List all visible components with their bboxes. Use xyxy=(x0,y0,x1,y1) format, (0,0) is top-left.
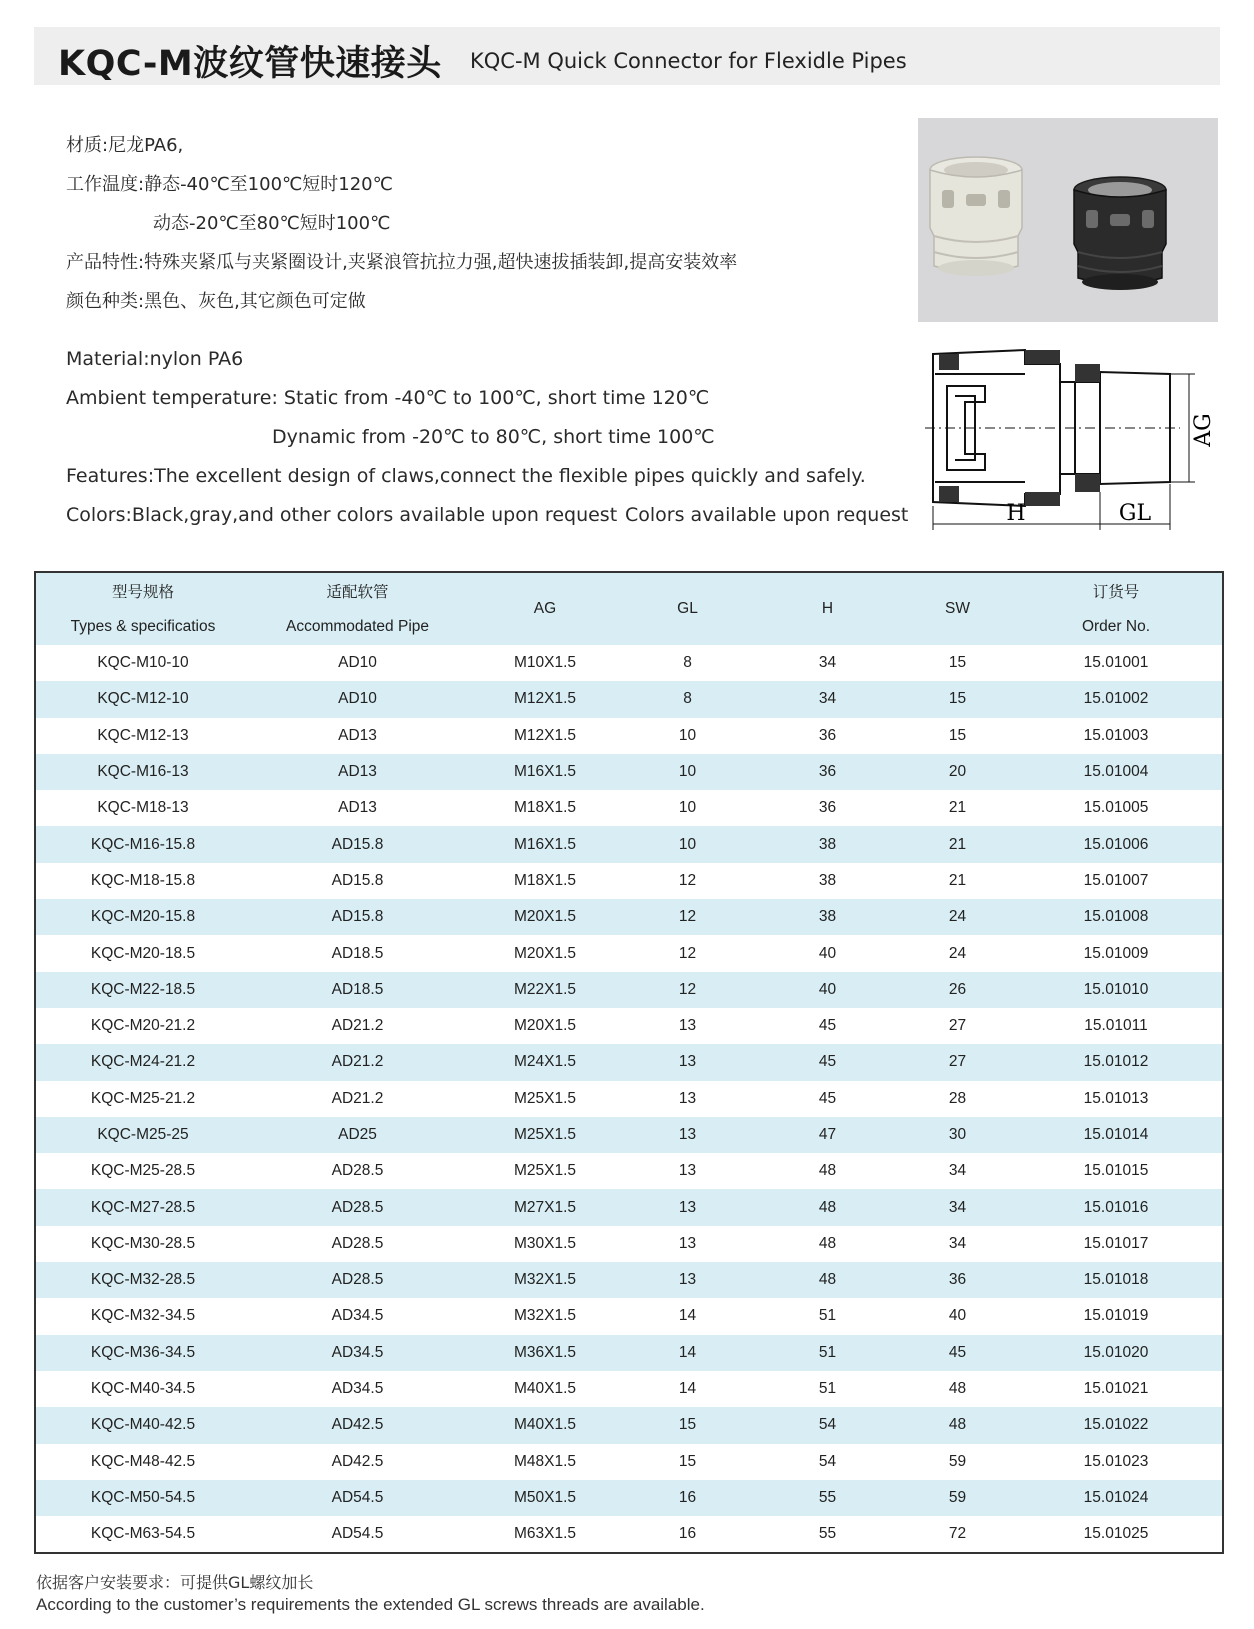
cell-type: KQC-M27-28.5 xyxy=(90,1198,196,1216)
header-order-cn: 订货号 xyxy=(1092,584,1140,601)
cell-h: 36 xyxy=(818,799,837,817)
cell-gl: 14 xyxy=(678,1380,697,1398)
cell-gl: 13 xyxy=(678,1017,697,1035)
cell-pipe: AD34.5 xyxy=(331,1343,384,1361)
table-row xyxy=(35,1371,1223,1407)
cell-sw: 15 xyxy=(948,690,967,708)
cell-type: KQC-M22-18.5 xyxy=(90,980,196,998)
table-row xyxy=(35,1262,1223,1298)
table-row xyxy=(35,645,1223,681)
cell-h: 34 xyxy=(818,654,837,672)
spec-cn-temperature: 工作温度:静态-40℃至100℃短时120℃ xyxy=(66,174,393,195)
cell-pipe: AD13 xyxy=(338,763,377,781)
table-row xyxy=(35,718,1223,754)
cell-ag: M50X1.5 xyxy=(513,1488,577,1506)
cell-type: KQC-M10-10 xyxy=(97,654,189,672)
spec-en-colors: Colors:Black,gray,and other colors available upon request xyxy=(66,504,618,526)
cell-pipe: AD28.5 xyxy=(331,1271,384,1289)
cell-order-no: 15.01025 xyxy=(1083,1525,1149,1543)
cell-pipe: AD42.5 xyxy=(331,1416,384,1434)
cell-type: KQC-M12-10 xyxy=(97,690,189,708)
cell-order-no: 15.01005 xyxy=(1083,799,1149,817)
cell-ag: M36X1.5 xyxy=(513,1343,577,1361)
cell-gl: 12 xyxy=(678,944,697,962)
table-row xyxy=(35,863,1223,899)
cell-type: KQC-M48-42.5 xyxy=(90,1452,196,1470)
header-type-cn: 型号规格 xyxy=(111,584,174,601)
cell-sw: 21 xyxy=(948,799,967,817)
cell-pipe: AD13 xyxy=(338,726,377,744)
cell-gl: 14 xyxy=(678,1307,697,1325)
cell-h: 36 xyxy=(818,763,837,781)
cell-pipe: AD18.5 xyxy=(331,980,384,998)
cell-order-no: 15.01016 xyxy=(1083,1198,1149,1216)
header-pipe-cn: 适配软管 xyxy=(326,584,389,601)
cell-type: KQC-M20-18.5 xyxy=(90,944,196,962)
cell-ag: M20X1.5 xyxy=(513,908,577,926)
cell-ag: M63X1.5 xyxy=(513,1525,577,1543)
cell-sw: 40 xyxy=(948,1307,967,1325)
cell-sw: 36 xyxy=(948,1271,967,1289)
header-ag: AG xyxy=(533,600,557,617)
cell-ag: M18X1.5 xyxy=(513,871,577,889)
cell-type: KQC-M63-54.5 xyxy=(90,1525,196,1543)
cell-type: KQC-M36-34.5 xyxy=(90,1343,196,1361)
cell-gl: 13 xyxy=(678,1162,697,1180)
cell-type: KQC-M24-21.2 xyxy=(90,1053,196,1071)
cell-order-no: 15.01003 xyxy=(1083,726,1149,744)
cell-h: 54 xyxy=(818,1452,837,1470)
cell-pipe: AD42.5 xyxy=(331,1452,384,1470)
cell-order-no: 15.01002 xyxy=(1083,690,1149,708)
footer-note-en: According to the customer’s requirements the extended GL screws threads are available. xyxy=(36,1595,705,1614)
cell-type: KQC-M16-15.8 xyxy=(90,835,196,853)
cell-sw: 21 xyxy=(948,871,967,889)
cell-pipe: AD28.5 xyxy=(331,1198,384,1216)
table-row xyxy=(35,1226,1223,1262)
cell-ag: M16X1.5 xyxy=(513,763,577,781)
cell-type: KQC-M50-54.5 xyxy=(90,1488,196,1506)
table-row xyxy=(35,1189,1223,1225)
cell-sw: 26 xyxy=(948,980,967,998)
cell-gl: 12 xyxy=(678,908,697,926)
cell-h: 48 xyxy=(818,1271,837,1289)
cell-gl: 8 xyxy=(683,690,692,708)
header-gl: GL xyxy=(677,600,698,617)
cell-gl: 16 xyxy=(678,1525,697,1543)
cell-h: 34 xyxy=(818,690,837,708)
table-row xyxy=(35,826,1223,862)
table-row xyxy=(35,1044,1223,1080)
cell-ag: M20X1.5 xyxy=(513,944,577,962)
dimension-label-h: H xyxy=(1006,501,1026,526)
cell-gl: 13 xyxy=(678,1053,697,1071)
cell-h: 47 xyxy=(818,1126,837,1143)
cell-h: 40 xyxy=(818,980,837,998)
header-sw: SW xyxy=(945,600,970,617)
cell-sw: 59 xyxy=(948,1452,967,1470)
table-row xyxy=(35,1516,1223,1553)
cell-sw: 45 xyxy=(948,1343,967,1361)
cell-h: 45 xyxy=(818,1089,837,1107)
cell-h: 55 xyxy=(818,1488,837,1506)
cell-gl: 14 xyxy=(678,1343,697,1361)
cell-sw: 27 xyxy=(948,1053,967,1071)
cell-sw: 15 xyxy=(948,654,967,672)
header-order-en: Order No. xyxy=(1081,618,1151,635)
cell-ag: M27X1.5 xyxy=(513,1198,577,1216)
table-body xyxy=(35,645,1223,1553)
cell-h: 51 xyxy=(818,1380,837,1398)
cell-h: 45 xyxy=(818,1017,837,1035)
cell-ag: M32X1.5 xyxy=(513,1271,577,1289)
cell-sw: 72 xyxy=(948,1525,967,1543)
cell-ag: M30X1.5 xyxy=(513,1234,577,1252)
cell-order-no: 15.01008 xyxy=(1083,908,1149,926)
page-title-en: KQC-M Quick Connector for Flexidle Pipes xyxy=(470,49,907,73)
cell-sw: 28 xyxy=(948,1089,967,1107)
cell-type: KQC-M12-13 xyxy=(97,726,189,744)
table-row xyxy=(35,790,1223,826)
cell-h: 54 xyxy=(818,1416,837,1434)
spec-cn-material: 材质:尼龙PA6, xyxy=(66,135,184,156)
cell-sw: 30 xyxy=(948,1126,967,1143)
cell-gl: 10 xyxy=(678,763,697,781)
cell-order-no: 15.01023 xyxy=(1083,1452,1149,1470)
cell-h: 48 xyxy=(818,1198,837,1216)
black-connector-image xyxy=(1074,177,1166,290)
cell-h: 48 xyxy=(818,1162,837,1180)
cell-type: KQC-M40-42.5 xyxy=(90,1416,196,1434)
cell-ag: M40X1.5 xyxy=(513,1380,577,1398)
cell-gl: 16 xyxy=(678,1488,697,1506)
cell-sw: 48 xyxy=(948,1380,967,1398)
spec-en-features: Features:The excellent design of claws,connect the flexible pipes quickly and safely. xyxy=(66,465,866,487)
cell-ag: M40X1.5 xyxy=(513,1416,577,1434)
spec-cn-dynamic: 动态-20℃至80℃短时100℃ xyxy=(153,213,391,234)
cell-gl: 13 xyxy=(678,1089,697,1107)
cell-sw: 27 xyxy=(948,1017,967,1035)
table-row xyxy=(35,681,1223,717)
cell-gl: 10 xyxy=(678,835,697,853)
cell-type: KQC-M32-28.5 xyxy=(90,1271,196,1289)
cell-order-no: 15.01006 xyxy=(1083,835,1149,853)
cell-pipe: AD15.8 xyxy=(331,908,384,926)
spec-en-temperature: Ambient temperature: Static from -40℃ to 100℃, short time 120℃ xyxy=(66,387,710,409)
dimension-label-ag: AG xyxy=(1191,413,1216,447)
header-pipe-en: Accommodated Pipe xyxy=(285,618,430,635)
cell-gl: 10 xyxy=(678,799,697,817)
cell-h: 51 xyxy=(818,1343,837,1361)
cell-type: KQC-M20-21.2 xyxy=(90,1017,196,1035)
cell-gl: 12 xyxy=(678,871,697,889)
cell-h: 40 xyxy=(818,944,837,962)
cell-ag: M25X1.5 xyxy=(513,1089,577,1107)
footer-note-cn: 依据客户安装要求：可提供GL螺纹加长 xyxy=(36,1573,314,1592)
cell-type: KQC-M30-28.5 xyxy=(90,1234,196,1252)
table-row xyxy=(35,935,1223,971)
cell-ag: M48X1.5 xyxy=(513,1452,577,1470)
cell-pipe: AD28.5 xyxy=(331,1162,384,1180)
cell-gl: 15 xyxy=(678,1452,697,1470)
cell-ag: M16X1.5 xyxy=(513,835,577,853)
cell-type: KQC-M20-15.8 xyxy=(90,908,196,926)
table-row xyxy=(35,1407,1223,1443)
cell-type: KQC-M25-25 xyxy=(97,1126,189,1143)
cell-ag: M22X1.5 xyxy=(513,980,577,998)
cell-order-no: 15.01014 xyxy=(1083,1126,1149,1143)
cell-type: KQC-M18-13 xyxy=(97,799,189,817)
cell-sw: 24 xyxy=(948,908,967,926)
product-photo xyxy=(918,118,1218,322)
cell-pipe: AD34.5 xyxy=(331,1307,384,1325)
cell-pipe: AD15.8 xyxy=(331,835,384,853)
cell-sw: 34 xyxy=(948,1198,967,1216)
cell-sw: 15 xyxy=(948,726,967,744)
cell-h: 51 xyxy=(818,1307,837,1325)
cell-ag: M18X1.5 xyxy=(513,799,577,817)
table-row xyxy=(35,1298,1223,1334)
table-row xyxy=(35,1081,1223,1117)
cell-ag: M12X1.5 xyxy=(513,690,577,708)
cell-pipe: AD15.8 xyxy=(331,871,384,889)
cell-order-no: 15.01009 xyxy=(1083,944,1149,962)
cell-gl: 12 xyxy=(678,980,697,998)
table-row xyxy=(35,1444,1223,1480)
cell-pipe: AD34.5 xyxy=(331,1380,384,1398)
cell-ag: M25X1.5 xyxy=(513,1162,577,1180)
cell-gl: 13 xyxy=(678,1198,697,1216)
cell-h: 38 xyxy=(818,908,837,926)
cell-pipe: AD10 xyxy=(338,654,377,672)
spec-cn-features: 产品特性:特殊夹紧瓜与夹紧圈设计,夹紧浪管抗拉力强,超快速拔插装卸,提高安装效率 xyxy=(66,252,738,273)
cell-ag: M32X1.5 xyxy=(513,1307,577,1325)
cell-order-no: 15.01010 xyxy=(1083,980,1149,998)
cell-pipe: AD54.5 xyxy=(331,1488,384,1506)
cell-order-no: 15.01020 xyxy=(1083,1343,1149,1361)
cell-sw: 34 xyxy=(948,1234,967,1252)
table-row xyxy=(35,754,1223,790)
dimension-label-gl: GL xyxy=(1118,501,1152,526)
header-h: H xyxy=(821,600,834,617)
cell-pipe: AD28.5 xyxy=(331,1234,384,1252)
cell-gl: 13 xyxy=(678,1126,697,1143)
table-row xyxy=(35,899,1223,935)
gray-connector-image xyxy=(930,157,1022,276)
cell-pipe: AD18.5 xyxy=(331,944,384,962)
cell-order-no: 15.01015 xyxy=(1083,1162,1149,1180)
cell-sw: 48 xyxy=(948,1416,967,1434)
cell-gl: 13 xyxy=(678,1271,697,1289)
cell-order-no: 15.01022 xyxy=(1083,1416,1149,1434)
cell-type: KQC-M40-34.5 xyxy=(90,1380,196,1398)
cell-pipe: AD54.5 xyxy=(331,1525,384,1543)
cell-h: 45 xyxy=(818,1053,837,1071)
cell-order-no: 15.01001 xyxy=(1083,654,1149,672)
cell-gl: 15 xyxy=(678,1416,697,1434)
cell-pipe: AD10 xyxy=(338,690,377,708)
table-row xyxy=(35,1117,1223,1153)
cell-h: 38 xyxy=(818,871,837,889)
cell-gl: 8 xyxy=(683,654,692,672)
cell-pipe: AD21.2 xyxy=(331,1089,384,1107)
cell-pipe: AD21.2 xyxy=(331,1017,384,1035)
table-row xyxy=(35,1480,1223,1516)
header-type-en: Types & specificatios xyxy=(70,618,216,635)
cell-pipe: AD21.2 xyxy=(331,1053,384,1071)
cell-ag: M10X1.5 xyxy=(513,654,577,672)
cell-pipe: AD13 xyxy=(338,799,377,817)
cell-sw: 24 xyxy=(948,944,967,962)
cell-ag: M25X1.5 xyxy=(513,1126,577,1143)
cell-type: KQC-M16-13 xyxy=(97,763,189,781)
cell-type: KQC-M25-21.2 xyxy=(90,1089,196,1107)
cell-gl: 13 xyxy=(678,1234,697,1252)
cell-h: 38 xyxy=(818,835,837,853)
cell-sw: 59 xyxy=(948,1488,967,1506)
cell-ag: M20X1.5 xyxy=(513,1017,577,1035)
cell-order-no: 15.01007 xyxy=(1083,871,1149,889)
spec-en-material: Material:nylon PA6 xyxy=(66,348,244,370)
cell-ag: M12X1.5 xyxy=(513,726,577,744)
cell-type: KQC-M18-15.8 xyxy=(90,871,196,889)
spec-cn-colors: 颜色种类:黑色、灰色,其它颜色可定做 xyxy=(66,291,366,312)
cell-sw: 34 xyxy=(948,1162,967,1180)
cell-ag: M24X1.5 xyxy=(513,1053,577,1071)
cell-type: KQC-M32-34.5 xyxy=(90,1307,196,1325)
cell-sw: 20 xyxy=(948,763,967,781)
cell-pipe: AD25 xyxy=(338,1126,377,1143)
cell-gl: 10 xyxy=(678,726,697,744)
table-row xyxy=(35,1335,1223,1371)
table-row xyxy=(35,972,1223,1008)
cell-type: KQC-M25-28.5 xyxy=(90,1162,196,1180)
cell-order-no: 15.01021 xyxy=(1083,1380,1149,1398)
page-title-cn: KQC-M波纹管快速接头 xyxy=(58,44,442,84)
cell-h: 36 xyxy=(818,726,837,744)
cell-sw: 21 xyxy=(948,835,967,853)
cell-order-no: 15.01013 xyxy=(1083,1089,1149,1107)
table-row xyxy=(35,1008,1223,1044)
cell-order-no: 15.01019 xyxy=(1083,1307,1149,1325)
cell-order-no: 15.01018 xyxy=(1083,1271,1149,1289)
cell-order-no: 15.01011 xyxy=(1084,1017,1148,1035)
spec-en-colors-extra: Colors available upon request xyxy=(625,504,909,526)
cell-h: 55 xyxy=(818,1525,837,1543)
technical-drawing xyxy=(925,342,1220,547)
spec-en-dynamic: Dynamic from -20℃ to 80℃, short time 100℃ xyxy=(272,426,715,448)
cell-order-no: 15.01004 xyxy=(1083,763,1149,781)
specifications-table xyxy=(34,571,1224,1554)
cell-order-no: 15.01017 xyxy=(1083,1234,1149,1252)
table-header-row-cn xyxy=(35,572,1223,609)
cell-order-no: 15.01012 xyxy=(1083,1053,1149,1071)
cell-order-no: 15.01024 xyxy=(1083,1488,1149,1506)
table-row xyxy=(35,1153,1223,1189)
cell-h: 48 xyxy=(818,1234,837,1252)
